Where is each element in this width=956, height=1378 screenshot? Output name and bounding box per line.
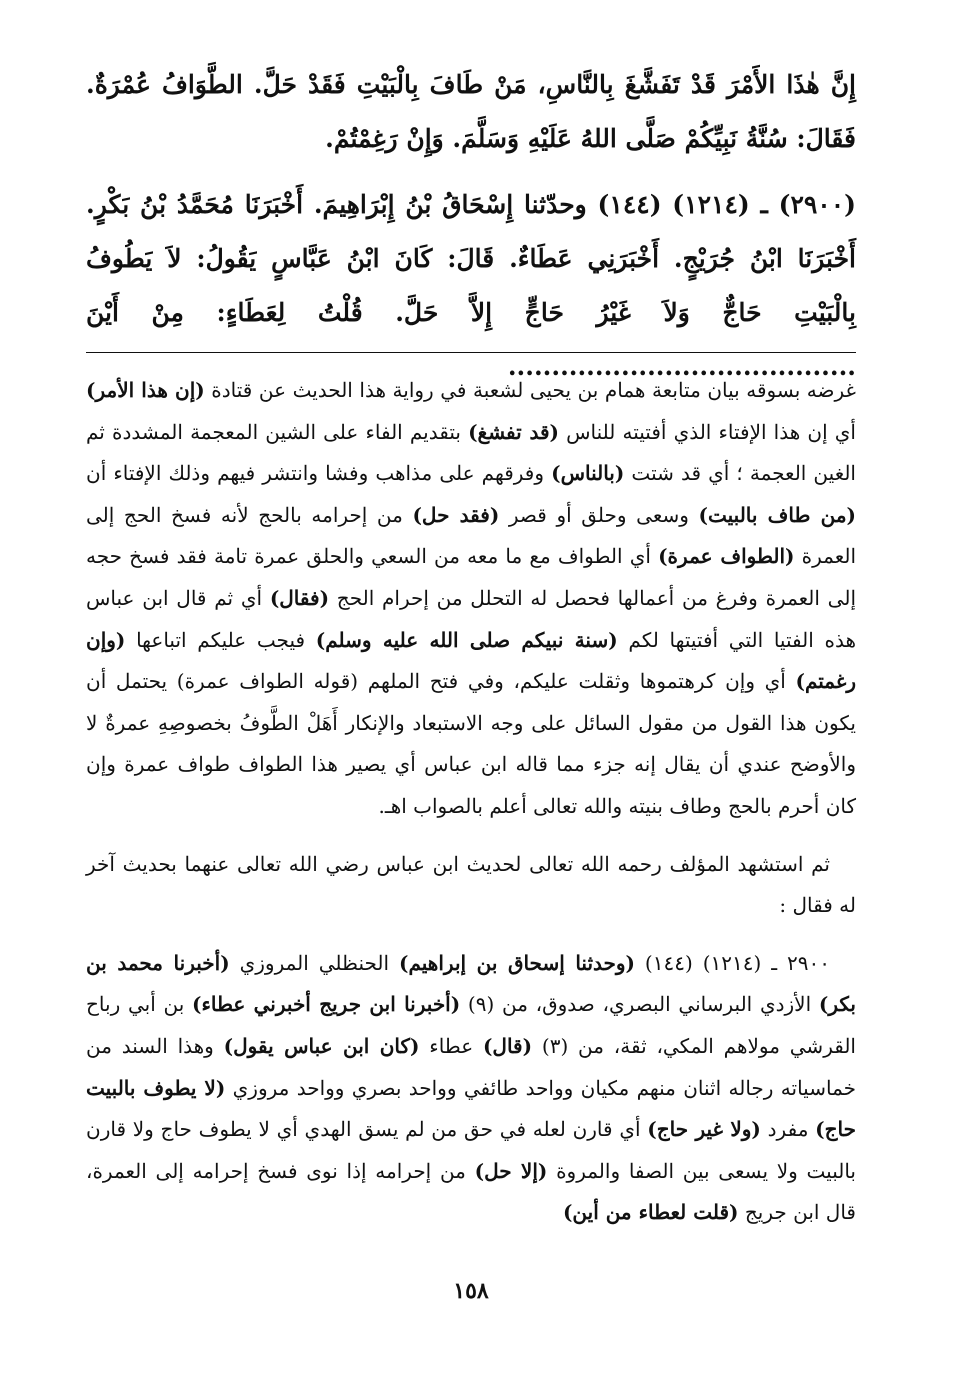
commentary-text: بتقديم الفاء على الشين المعجمة المشددة ثم الغين العجمة ؛ أي قد شتت (86, 419, 856, 486)
hadith-paragraph: إِنَّ هٰذَا الأَمْرَ قَدْ تَفَشَّغَ بِالنَّاسِ، مَنْ طَافَ بِالْبَيْتِ فَقَدْ حَلَّ. الطَّوَافُ عُمْرَةٌ. فَقَالَ: سُنَّةُ نَبِيِّكُمْ صَلَّى اللهُ عَلَيْهِ وَسَلَّمَ. وَإِنْ رَغِمْتُمْ. (86, 70, 856, 153)
commentary-text: أي ثم قال ابن عباس هذه الفتيا التي أفتيتها لكم (86, 585, 856, 652)
quoted-phrase: (كان ابن عباس يقول) (223, 1033, 420, 1058)
commentary-text: ٢٩٠٠ ـ (١٢١٤) (١٤٤) (635, 950, 830, 975)
commentary-text: فيجب عليكم اتباعها (125, 627, 316, 652)
quoted-phrase: (قد تفشغ) (468, 419, 559, 444)
commentary-text: وفرقهم على مذاهب وفشا وانتشر فيهم وذلك الإفتاء أن (86, 461, 552, 486)
quoted-phrase: (ولا غير حاج) (647, 1117, 761, 1142)
hadith-text (86, 58, 856, 394)
commentary-text: من إحرامه إذا نوى فسخ إحرامه إلى العمرة، قال ابن جريج (86, 1158, 856, 1225)
hadith-paragraph: (٢٩٠٠) ـ (١٢١٤) (١٤٤) وحدّثنا إِسْحَاقُ بْنُ إِبْرَاهِيمَ. أَخْبَرَنَا مُحَمَّدُ بْنُ بَكْرٍ. أَخْبَرَنَا ابْنُ جُرَيْجٍ. أَخْبَرَنِي عَطَاءٌ. قَالَ: كَانَ ابْنُ عَبَّاسٍ يَقُولُ: لاَ يَطُوفُ بِالْبَيْتِ حَاجٌّ وَلاَ غَيْرُ حَاجٍّ إِلاَّ حَلَّ. قُلْتُ لِعَطَاءٍ: مِنْ أَيْنَ ........................................ (86, 190, 857, 381)
commentary-text: وهذا السند من خماسياته رجاله اثنان منهم مكيان وواحد طائفي وواحد بصري وواحد مروزي (86, 1033, 856, 1100)
commentary-paragraph (86, 943, 856, 1234)
commentary-text: مفرد (760, 1117, 816, 1142)
commentary-text: أي إن هذا الإفتاء الذي أفتيته للناس (558, 419, 856, 444)
commentary-text: عطاء (419, 1033, 483, 1058)
commentary-text: بن أبي رباح القرشي مولاهم المكي، ثقة، من (٣) (86, 992, 856, 1058)
commentary-paragraph (86, 370, 856, 828)
quoted-phrase: (أخبرنا ابن جريج أخبرني عطاء) (192, 992, 461, 1017)
quoted-phrase: (الطواف عمرة) (658, 544, 795, 569)
commentary-text: من إحرامه بالحج لأنه فسخ الحج إلى العمرة (86, 502, 857, 569)
quoted-phrase: (سنة نبيكم صلى الله عليه وسلم) (315, 627, 618, 652)
commentary-text: أي وإن كرهتموها وثقلت عليكم، وفي فتح الملهم (قوله الطواف عمرة) يحتمل أن يكون هذا القول من مقول السائل على وجه الاستبعاد والإنكار أَهَلْ الطَّوفُ بخصوصِهِ عمرةٌ لا والأوضح عندي أن يقال إنه جزء مما قاله ابن عباس أي يصير هذا الطواف طواف عمرة وإن كان أحرم بالحج وطاف بنيته والله تعالى أعلم بالصواب اهـ. (86, 669, 856, 818)
quoted-phrase: (فقال) (269, 585, 330, 610)
quoted-phrase: (لا يطوف بالبيت حاج) (86, 1075, 856, 1142)
quoted-phrase: (أخبرنا محمد بن بكر) (86, 950, 856, 1017)
commentary-text: أي قارن لعله في حق من لم يسق الهدي أي لا يطوف حاج ولا قارن بالبيت ولا يسعى بين الصفا والمروة (86, 1117, 856, 1183)
commentary-text: غرضه بسوقه بيان متابعة همام بن يحيى لشعبة في رواية هذا الحديث عن قتادة (204, 378, 856, 402)
quoted-phrase: (قال) (482, 1033, 533, 1058)
quoted-phrase: (قلت لعطاء من أين) (562, 1200, 739, 1225)
quoted-phrase: (بالناس) (551, 461, 625, 486)
quoted-phrase: (فقد حل) (412, 502, 500, 527)
commentary-text: أي الطواف مع ما معه من السعي والحلق عمرة تامة فقد فسخ حجه إلى العمرة وفرغ من أعمالها فحصل له التحلل من إحرام الحج (86, 544, 857, 610)
commentary (86, 370, 856, 1234)
quoted-phrase: (وإن رغمتم) (86, 627, 856, 694)
quoted-phrase: (وحدثنا إسحاق بن إبراهيم) (399, 950, 635, 975)
footnote-divider (86, 352, 856, 353)
commentary-text: الحنظلي المروزي (229, 950, 399, 975)
commentary-paragraph: ثم استشهد المؤلف رحمه الله تعالى لحديث ابن عباس رضي الله تعالى عنهما بحديث آخر له فقال : (86, 851, 856, 918)
book-page (86, 58, 856, 1328)
commentary-text: وسعى وحلق أو قصر (499, 502, 699, 527)
quoted-phrase: (من طاف بالبيت) (698, 502, 856, 527)
quoted-phrase: (إن هذا الأمر) (86, 378, 205, 402)
page-number: ١٥٨ (453, 1278, 489, 1304)
quoted-phrase: (إلا حل) (474, 1158, 548, 1183)
commentary-text: الأزدي البرساني البصري، صدوق، من (٩) (460, 992, 819, 1017)
